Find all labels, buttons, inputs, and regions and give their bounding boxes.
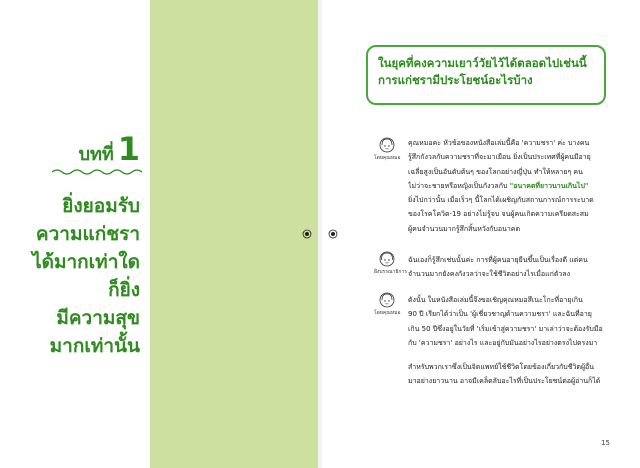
speaker-editor [374,251,407,276]
chapter-title-line: ความแก่ชรา [35,223,140,245]
speaker-label: ฝั่งบรรณาธิการ [374,269,407,275]
paragraph-4 [408,360,630,389]
text-line: เฉลี่ยสูงเป็นอันดับต้นๆ ของโลกอย่างญี่ปุ่น ทำให้หลายๆ คน [408,167,583,176]
paragraph-3 [408,293,630,350]
chapter-title-line: มีความสุข [56,307,140,329]
text-line: มาอย่างยาวนาน อาจมีเคล็ดลับอะไรที่เป็นประโยชน์ต่อผู้อ่านก็ได้ [408,377,601,386]
paragraph-1 [408,136,630,236]
text-line: กับ 'ความชรา' อย่างไร และอยู่กับมันอย่างไรอย่างตรงไปตรงมา [408,338,598,347]
doctor-avatar-icon [379,292,395,308]
chapter-title-line: ยิ่งยอมรับ [62,195,140,217]
text-line: 90 ปี เรียกได้ว่าเป็น 'ผู้เชี่ยวชาญด้านความชรา' และฉันที่อายุ [408,310,592,319]
doctor-avatar-icon [379,137,395,153]
text-line: ผู้คนจำนวนมากรู้สึกสิ้นหวังกับอนาคต [408,224,521,233]
speaker-label: โดยคุณหมอ [374,310,401,316]
speaker-doctor [374,292,400,317]
paragraph-2 [408,253,630,282]
text-line [408,179,630,193]
speaker-label: โดยคุณหมอ [374,155,401,161]
registration-mark-icon [302,229,312,239]
text-line: ดังนั้น ในหนังสือเล่มนี้จึงขอเชิญคุณหมอสึเนะโกะที่อายุเกิน [408,296,583,304]
text-line: จำนวนมากยังคงกังวลว่าจะใช้ชีวิตอย่างไรเมื่อแก่ตัวลง [408,270,571,279]
text-line: รู้สึกกังวลกับความชราที่จะมาเยือน ยิ่งเป็นประเทศที่ผู้คนมีอายุ [408,153,591,162]
text-line: เกิน 50 ปีซึ่งอยู่ในวัยที่ 'เริ่มเข้าสู่ความชรา' มาเล่าว่าจะต้องรับมือ [408,324,603,333]
text-fragment: ไม่ว่าจะชายหรือหญิงเป็นกังวลกับ [408,181,508,190]
page-number: 15 [601,439,610,447]
right-page [322,0,640,468]
question-line: ในยุคที่คงความเยาว์วัยไว้ได้ตลอดไปเช่นนี้ [378,56,587,70]
chapter-title-line: ได้มากเท่าใด [32,251,140,273]
green-band [150,0,318,468]
chapter-word: บทที่ [78,144,114,165]
chapter-label [79,130,140,168]
chapter-title-line: มากเท่านั้น [49,335,140,357]
text-line: ฉันเองก็รู้สึกเช่นนั้นค่ะ การที่ผู้คนอายุยืนขึ้นเป็นเรื่องดี แต่คน [408,256,588,264]
text-line: ของโรคโควิด-19 อย่างไม่รู้จบ จนผู้คนเกิดความเครียดสะสม [408,210,589,219]
text-line: ยิ่งไปกว่านั้น เมื่อเร็วๆ นี้โลกได้เผชิญกับสถานการณ์การระบาด [408,196,594,205]
editor-avatar-icon [379,251,395,267]
chapter-title [0,192,140,360]
text-line: คุณหมอคะ หัวข้อของหนังสือเล่มนี้คือ 'ความชรา' ค่ะ บางคน [408,139,590,147]
squiggle-divider [52,168,142,176]
chapter-number: 1 [117,130,140,168]
text-line: สำหรับพวกเราซึ่งเป็นจิตแพทย์ใช้ชีวิตโดยข้องเกี่ยวกับชีวิตผู้อื่น [408,363,595,371]
highlight-phrase: "อนาคตที่ยาวนานเกินไป" [509,181,589,190]
question-box [366,45,606,105]
question-line: การแก่ชรามีประโยชน์อะไรบ้าง [378,73,533,87]
chapter-title-line: ก็ยิ่ง [108,279,140,301]
speaker-doctor [374,137,400,162]
